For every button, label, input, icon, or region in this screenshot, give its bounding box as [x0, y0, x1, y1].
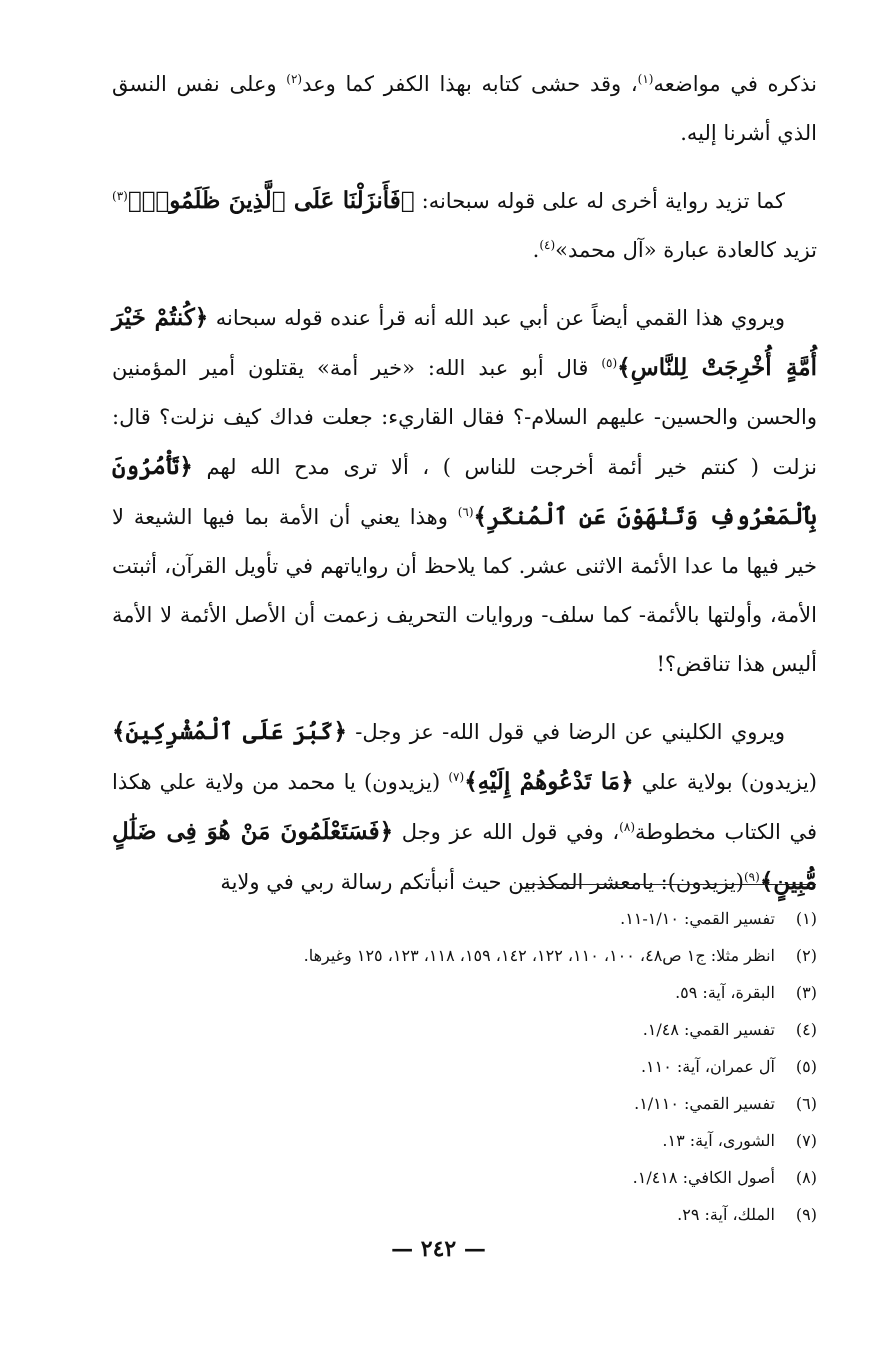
footnote-number: (٢) [795, 946, 817, 965]
quran-verse: ﴿فَسَتَعْلَمُونَ مَنْ هُوَ فِى ضَلَٰلٍ مُّبِينٍ﴾ [112, 818, 817, 895]
quran-verse: ﴿كَبُرَ عَلَى ٱلْمُشْرِكِينَ﴾ [112, 718, 347, 745]
quran-verse: ﴿كُنتُمْ خَيْرَ أُمَّةٍ أُخْرِجَتْ لِلنَّاسِ﴾ [112, 304, 817, 381]
text-run: . [532, 238, 540, 262]
footnote-text: تفسير القمي: ١/١١٠. [634, 1094, 775, 1113]
footnote-number: (١) [795, 909, 817, 928]
text-run: (يزيدون) بولاية علي [633, 770, 817, 794]
paragraph [112, 293, 817, 689]
footnote-ref: (٣) [112, 189, 128, 203]
footnote-text: تفسير القمي: ١/٤٨. [642, 1020, 775, 1039]
footnote-text: الملك، آية: ٢٩. [677, 1205, 775, 1224]
footnote-ref: (٨) [619, 820, 635, 834]
footnote [112, 1196, 817, 1233]
footnote-text: انظر مثلا: ج١ ص٤٨، ١٠٠، ١١٠، ١٢٢، ١٤٢، ١٥٩، ١١٨، ١٢٣، ١٢٥ وغيرها. [303, 946, 775, 965]
footnote-ref: (٩) [743, 870, 760, 884]
footnote-text: الشورى، آية: ١٣. [662, 1131, 775, 1150]
footnote [112, 1122, 817, 1159]
footnote [112, 937, 817, 974]
page-number: — ٢٤٢ — [391, 1236, 486, 1262]
text-run: (يزيدون) يا محمد من ولاية علي هكذا في الكتاب مخطوطة [112, 770, 817, 844]
paragraph [112, 176, 817, 275]
footnote-ref: (١) [637, 72, 654, 86]
footnote-ref: (٥) [601, 356, 618, 370]
footnote-ref: (٤) [539, 238, 556, 252]
paragraph [112, 60, 817, 158]
text-run: ، وقد حشى كتابه بهذا الكفر كما وعد [302, 72, 638, 96]
text-run: (يزيدون): يامعشر المكذبين حيث أنبأتكم رسالة ربي في ولاية [220, 870, 744, 894]
text-run: نذكره في مواضعه [653, 72, 818, 96]
main-text [112, 60, 817, 925]
text-run: وعلى نفس النسق الذي أشرنا إليه. [112, 72, 817, 145]
footnote-number: (٣) [795, 983, 817, 1002]
footnote-text: آل عمران، آية: ١١٠. [640, 1057, 775, 1076]
paragraph [112, 707, 817, 907]
footnote [112, 1048, 817, 1085]
footnote-number: (٥) [795, 1057, 817, 1076]
text-run: تزيد كالعادة عبارة «آل محمد» [555, 238, 817, 262]
text-run: قال أبو عبد الله: «خير أمة» يقتلون أمير المؤمنين والحسن والحسين- عليهم السلام-؟ فقال القاريء: جعلت فداك كيف نزلت؟ قال: نزلت ( كنتم خير أئمة أخرجت للناس ) ، ألا ترى مدح الله لهم [112, 356, 817, 479]
footnote [112, 1085, 817, 1122]
footnote-text: البقرة، آية: ٥٩. [675, 983, 775, 1002]
footnotes-list [112, 900, 817, 1233]
footnote-separator [526, 884, 816, 885]
text-run: ويروي هذا القمي أيضاً عن أبي عبد الله أنه قرأ عنده قوله سبحانه [208, 306, 785, 330]
quran-verse: ﴿تَأْمُرُونَ بِٱلْمَعْرُوفِ وَتَنْهَوْنَ عَنِ ٱلْمُنكَرِ﴾ [112, 453, 818, 530]
footnote [112, 1159, 817, 1196]
quran-verse: ﴿مَا تَدْعُوهُمْ إِلَيْهِ﴾ [464, 768, 634, 795]
footnote [112, 900, 817, 937]
footnote-text: تفسير القمي: ١/١٠-١١. [620, 909, 775, 928]
footnote-number: (٦) [795, 1094, 817, 1113]
footnote-number: (٧) [795, 1131, 817, 1150]
footnote [112, 1011, 817, 1048]
text-run: كما تزيد رواية أخرى له على قوله سبحانه: [414, 189, 785, 213]
footnote-ref: (٧) [448, 770, 465, 784]
text-run: وهذا يعني أن الأمة بما فيها الشيعة لا خير فيها ما عدا الأئمة الاثنى عشر. كما يلاحظ أن رواياتهم في تأويل القرآن، أثبتت الأمة، وأولتها بالأئمة- كما سلف- وروايات التحريف زعمت أن الأصل الأئمة لا الأمة أليس هذا تناقض؟! [112, 505, 817, 676]
text-run: ، وفي قول الله عز وجل [393, 820, 620, 844]
footnote [112, 974, 817, 1011]
footnote-text: أصول الكافي: ١/٤١٨. [632, 1168, 775, 1187]
footnote-ref: (٦) [457, 505, 474, 519]
footnote-number: (٩) [795, 1205, 817, 1224]
footnote-number: (٤) [795, 1020, 817, 1039]
footnote-ref: (٢) [286, 72, 303, 86]
quran-verse: ﴿فَأَنزَلْنَا عَلَى ٱلَّذِينَ ظَلَمُوا۟﴾ [127, 187, 415, 214]
footnote-number: (٨) [795, 1168, 817, 1187]
text-run: ويروي الكليني عن الرضا في قول الله- عز وجل- [346, 720, 785, 744]
